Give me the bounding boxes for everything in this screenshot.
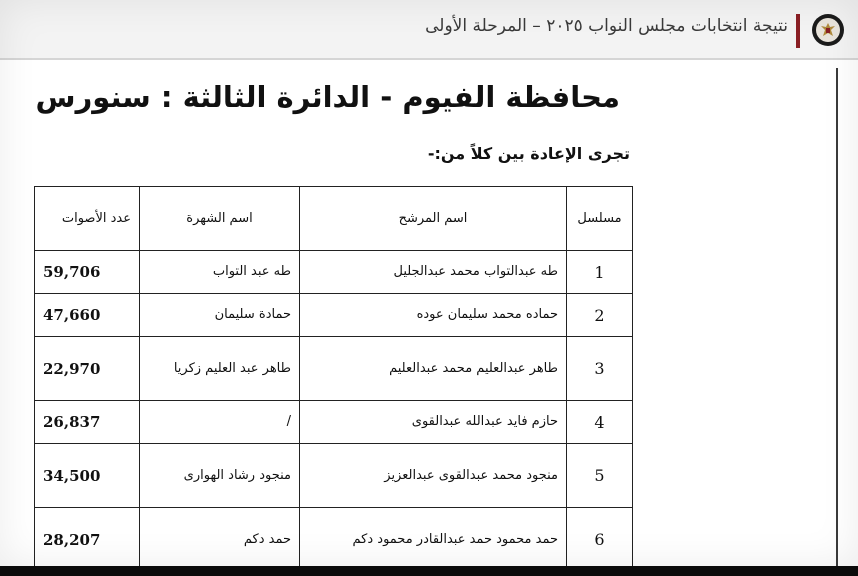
header-banner bbox=[0, 0, 858, 60]
serial-cell: 6 bbox=[567, 508, 633, 567]
candidate-name-cell: حمد محمود حمد عبدالقادر محمود دكم bbox=[300, 508, 567, 567]
popular-name-cell: حمد دكم bbox=[140, 508, 300, 567]
candidate-name-cell: حازم فايد عبدالله عبدالقوى bbox=[300, 401, 567, 444]
votes-cell: 34,500 bbox=[35, 444, 140, 508]
results-table bbox=[34, 186, 633, 566]
table-row bbox=[35, 294, 633, 337]
popular-name-cell: طه عبد التواب bbox=[140, 251, 300, 294]
page-border-line bbox=[836, 68, 838, 566]
votes-cell: 26,837 bbox=[35, 401, 140, 444]
table-row bbox=[35, 508, 633, 567]
votes-cell: 59,706 bbox=[35, 251, 140, 294]
serial-cell: 3 bbox=[567, 337, 633, 401]
table-row bbox=[35, 401, 633, 444]
votes-cell: 47,660 bbox=[35, 294, 140, 337]
serial-cell: 4 bbox=[567, 401, 633, 444]
popular-name-cell: طاهر عبد العليم زكريا bbox=[140, 337, 300, 401]
serial-cell: 1 bbox=[567, 251, 633, 294]
candidate-name-cell: طه عبدالتواب محمد عبدالجليل bbox=[300, 251, 567, 294]
column-header-candidate-name: اسم المرشح bbox=[300, 187, 567, 251]
candidate-name-cell: حماده محمد سليمان عوده bbox=[300, 294, 567, 337]
serial-cell: 5 bbox=[567, 444, 633, 508]
column-header-serial: مسلسل bbox=[567, 187, 633, 251]
popular-name-cell: حمادة سليمان bbox=[140, 294, 300, 337]
column-header-popular-name: اسم الشهرة bbox=[140, 187, 300, 251]
table-row bbox=[35, 337, 633, 401]
header-accent-bar bbox=[796, 14, 800, 48]
page-title: محافظة الفيوم - الدائرة الثالثة : سنورس bbox=[35, 80, 620, 114]
column-header-votes: عدد الأصوات bbox=[35, 187, 140, 251]
table-row bbox=[35, 251, 633, 294]
table-row bbox=[35, 444, 633, 508]
candidate-name-cell: طاهر عبدالعليم محمد عبدالعليم bbox=[300, 337, 567, 401]
votes-cell: 28,207 bbox=[35, 508, 140, 567]
page-subtitle: تجرى الإعادة بين كلاً من:- bbox=[427, 144, 630, 163]
serial-cell: 2 bbox=[567, 294, 633, 337]
popular-name-cell: منجود رشاد الهوارى bbox=[140, 444, 300, 508]
votes-cell: 22,970 bbox=[35, 337, 140, 401]
header-title: نتيجة انتخابات مجلس النواب ٢٠٢٥ – المرحلة الأولى bbox=[425, 16, 788, 36]
candidate-name-cell: منجود محمد عبدالقوى عبدالعزيز bbox=[300, 444, 567, 508]
eagle-emblem-icon bbox=[812, 14, 844, 46]
popular-name-cell: / bbox=[140, 401, 300, 444]
table-header-row bbox=[35, 187, 633, 251]
